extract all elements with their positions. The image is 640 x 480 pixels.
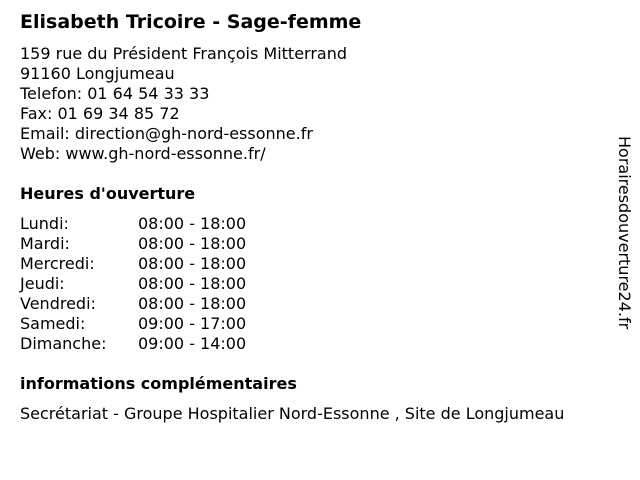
hours-row-lundi xyxy=(20,214,280,234)
time-range: 08:00 - 18:00 xyxy=(138,274,247,293)
email-address: Email: direction@gh-nord-essonne.fr xyxy=(20,124,313,143)
opening-hours-table xyxy=(20,214,280,354)
day-label: Mardi: xyxy=(20,234,70,253)
hours-row-mercredi xyxy=(20,254,280,274)
day-label: Lundi: xyxy=(20,214,69,233)
site-watermark xyxy=(612,136,634,346)
additional-info-heading: informations complémentaires xyxy=(20,374,297,393)
opening-hours-heading: Heures d'ouverture xyxy=(20,184,196,203)
page-title: Elisabeth Tricoire - Sage-femme xyxy=(20,11,362,33)
time-range: 09:00 - 17:00 xyxy=(138,314,247,333)
hours-row-vendredi xyxy=(20,294,280,314)
contact-block xyxy=(20,44,347,164)
day-label: Samedi: xyxy=(20,314,86,333)
day-label: Vendredi: xyxy=(20,294,96,313)
time-range: 08:00 - 18:00 xyxy=(138,254,247,273)
time-range: 08:00 - 18:00 xyxy=(138,234,247,253)
website-address: Web: www.gh-nord-essonne.fr/ xyxy=(20,144,266,163)
day-label: Dimanche: xyxy=(20,334,107,353)
time-range: 08:00 - 18:00 xyxy=(138,294,247,313)
hours-row-dimanche xyxy=(20,334,280,354)
day-label: Mercredi: xyxy=(20,254,95,273)
hours-row-mardi xyxy=(20,234,280,254)
day-label: Jeudi: xyxy=(20,274,65,293)
fax-number: Fax: 01 69 34 85 72 xyxy=(20,104,180,123)
hours-row-jeudi xyxy=(20,274,280,294)
address-street: 159 rue du Président François Mitterrand xyxy=(20,44,348,63)
time-range: 08:00 - 18:00 xyxy=(138,214,247,233)
address-city: 91160 Longjumeau xyxy=(20,64,175,83)
hours-row-samedi xyxy=(20,314,280,334)
watermark-text: Horairesdouverture24.fr xyxy=(615,136,634,330)
time-range: 09:00 - 14:00 xyxy=(138,334,247,353)
additional-info-text: Secrétariat - Groupe Hospitalier Nord-Essonne , Site de Longjumeau xyxy=(20,404,565,423)
phone-number: Telefon: 01 64 54 33 33 xyxy=(20,84,210,103)
